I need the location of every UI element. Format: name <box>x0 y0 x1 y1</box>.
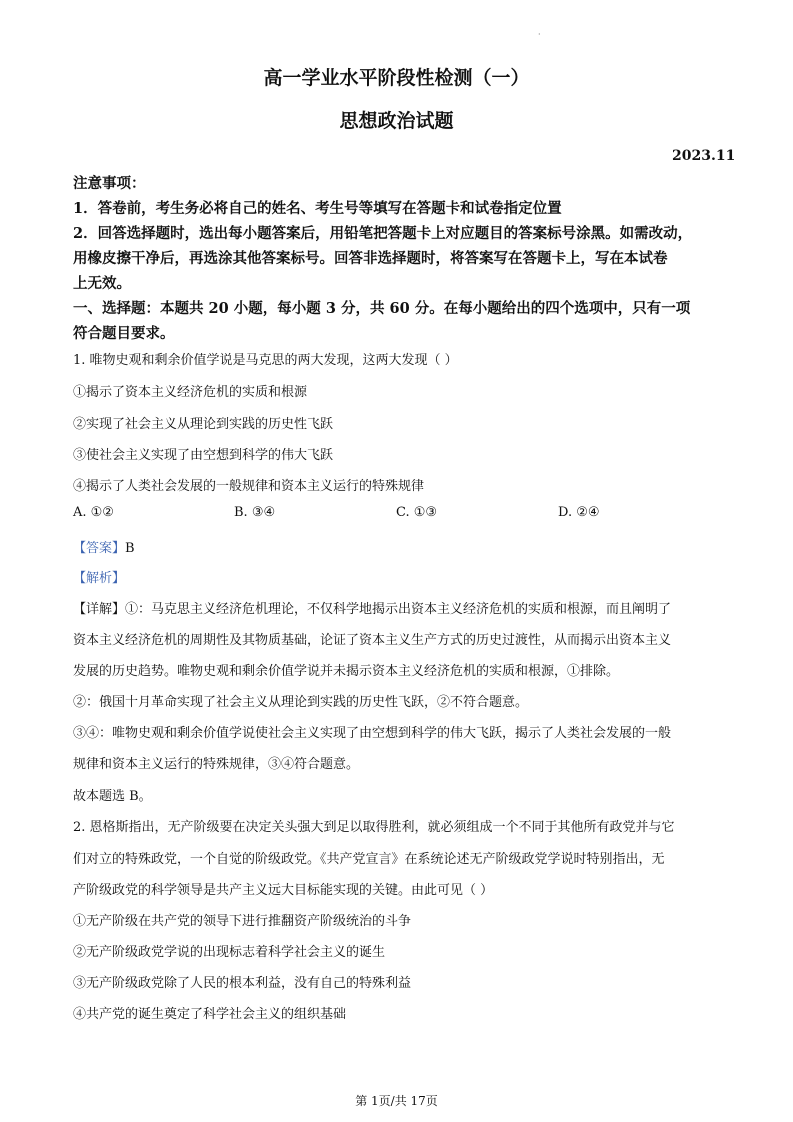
answer-value: B <box>125 541 135 556</box>
notice-item-2-line-1: 2．回答选择题时，选出每小题答案后，用铅笔把答题卡上对应题目的答案标号涂黑。如需改动， <box>73 225 693 242</box>
q1-statement-4: ④揭示了人类社会发展的一般规律和资本主义运行的特殊规律 <box>73 479 425 494</box>
q2-stem-line-2: 们对立的特殊政党，一个自觉的阶级政党。《共产党宣言》在系统论述无产阶级政党学说时特别指出，无 <box>73 852 665 867</box>
notice-item-2-line-3: 上无效。 <box>73 275 131 292</box>
q1-detail-line-1: 【详解】①：马克思主义经济危机理论，不仅科学地揭示出资本主义经济危机的实质和根源，而且阐明了 <box>73 602 672 617</box>
q2-stem-line-3: 产阶级政党的科学领导是共产主义远大目标能实现的关键。由此可见（ ） <box>73 883 494 898</box>
notice-item-2-line-2: 用橡皮擦干净后，再选涂其他答案标号。回答非选择题时，将答案写在答题卡上，写在本试卷 <box>73 250 668 267</box>
q1-statement-3: ③使社会主义实现了由空想到科学的伟大飞跃 <box>73 448 334 463</box>
exam-date: 2023.11 <box>672 148 736 164</box>
q1-conclusion: 故本题选 B。 <box>73 789 152 804</box>
q1-detail-line-4: ②：俄国十月革命实现了社会主义从理论到实践的历史性飞跃，②不符合题意。 <box>73 695 529 710</box>
section-heading-line-1: 一、选择题：本题共 20 小题，每小题 3 分，共 60 分。在每小题给出的四个选项中，只有一项 <box>73 300 691 317</box>
q1-detail-line-6: 规律和资本主义运行的特殊规律，③④符合题意。 <box>73 757 360 772</box>
q1-option-d: D. ②④ <box>558 505 600 520</box>
exam-subtitle: 思想政治试题 <box>339 110 454 132</box>
q1-option-c: C. ①③ <box>396 505 438 520</box>
q1-detail-line-2: 资本主义经济危机的周期性及其物质基础，论证了资本主义生产方式的历史过渡性，从而揭示出资本主义 <box>73 633 672 648</box>
q1-detail-line-3: 发展的历史趋势。唯物史观和剩余价值学说并未揭示资本主义经济危机的实质和根源，①排除。 <box>73 664 620 679</box>
q1-statement-2: ②实现了社会主义从理论到实践的历史性飞跃 <box>73 417 334 432</box>
q2-stem-line-1: 2. 恩格斯指出，无产阶级要在决定关头强大到足以取得胜利，就必须组成一个不同于其他所有政党并与它 <box>73 820 675 835</box>
exam-title: 高一学业水平阶段性检测（一） <box>263 67 530 89</box>
q1-option-a: A. ①② <box>73 505 114 520</box>
section-heading-line-2: 符合题目要求。 <box>73 325 175 342</box>
notice-item-1: 1．答卷前，考生务必将自己的姓名、考生号等填写在答题卡和试卷指定位置 <box>73 200 562 217</box>
notice-heading: 注意事项： <box>73 175 146 192</box>
answer-tag: 【答案】 <box>73 541 126 556</box>
q2-statement-3: ③无产阶级政党除了人民的根本利益，没有自己的特殊利益 <box>73 976 412 991</box>
q1-option-b: B. ③④ <box>234 505 276 520</box>
q1-stem: 1. 唯物史观和剩余价值学说是马克思的两大发现，这两大发现（ ） <box>73 353 458 368</box>
q1-analysis-tag: 【解析】 <box>73 571 126 586</box>
q2-statement-2: ②无产阶级政党学说的出现标志着科学社会主义的诞生 <box>73 945 386 960</box>
q2-statement-1: ①无产阶级在共产党的领导下进行推翻资产阶级统治的斗争 <box>73 914 412 929</box>
page-number: 第 1页/共 17页 <box>355 1094 438 1108</box>
q2-statement-4: ④共产党的诞生奠定了科学社会主义的组织基础 <box>73 1007 347 1022</box>
q1-detail-line-5: ③④：唯物史观和剩余价值学说使社会主义实现了由空想到科学的伟大飞跃，揭示了人类社会发展的一般 <box>73 726 672 741</box>
corner-mark: · <box>538 30 541 39</box>
q1-answer <box>73 537 135 556</box>
q1-statement-1: ①揭示了资本主义经济危机的实质和根源 <box>73 385 308 400</box>
